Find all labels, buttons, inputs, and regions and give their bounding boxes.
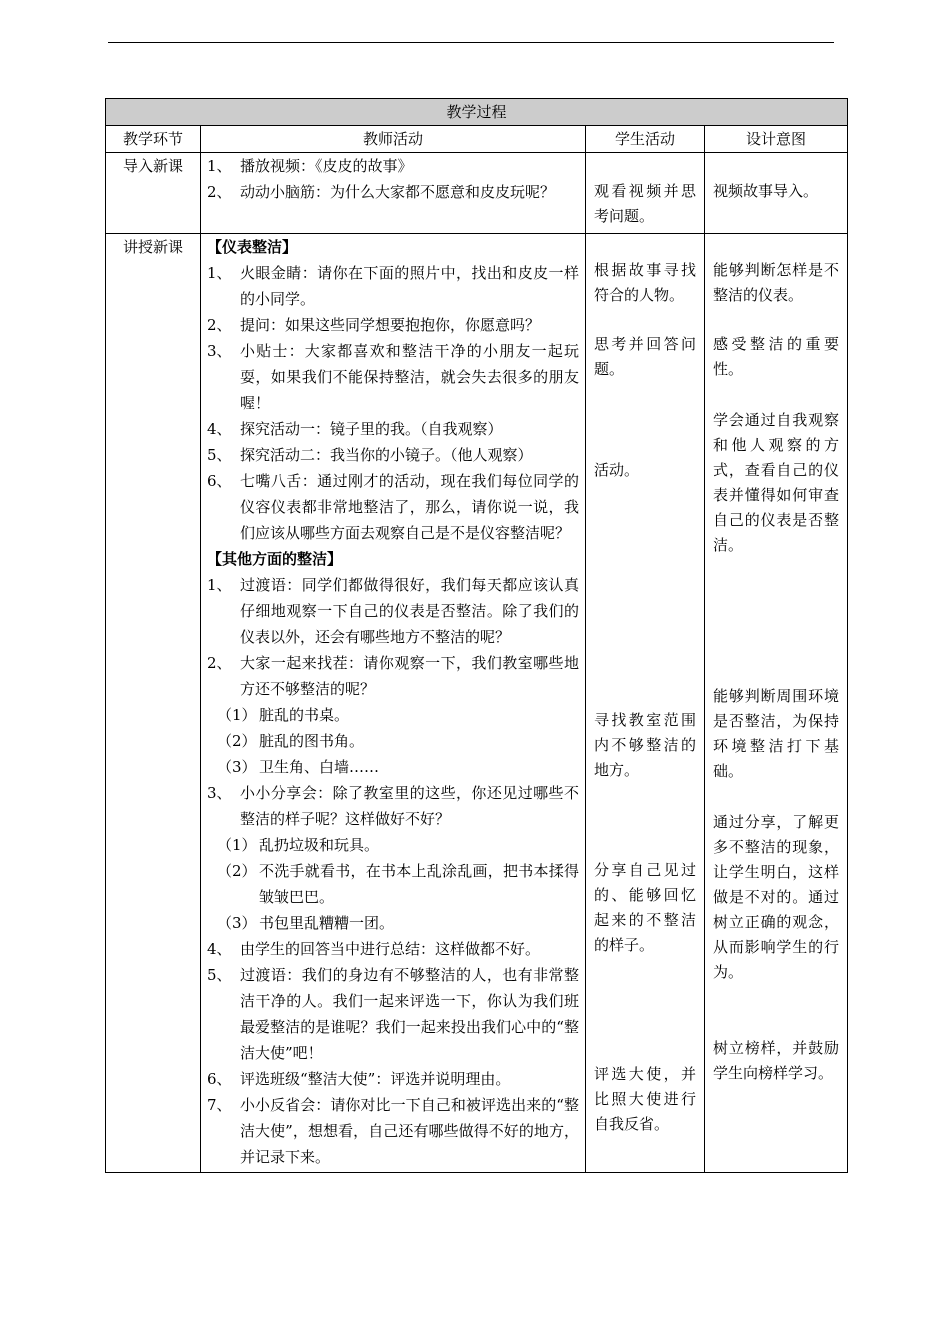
design-note: 感受整洁的重要性。: [713, 335, 840, 378]
list-item: 4、 探究活动一：镜子里的我。（自我观察）: [207, 420, 503, 438]
student-activity-intro: 观看视频并思考问题。: [586, 153, 705, 234]
section-heading-other: 【其他方面的整洁】: [207, 550, 343, 568]
list-item: 7、 小小反省会：请你对比一下自己和被评选出来的“整洁大使”，想想看，自己还有哪些做得不好的地方，并记录下来。: [207, 1096, 579, 1166]
table-row-intro: [106, 153, 848, 234]
design-note: 能够判断周围环境是否整洁，为保持环境整洁打下基础。: [713, 687, 840, 780]
table-title: 教学过程: [106, 99, 848, 126]
sub-item: （3） 卫生角、白墙……: [217, 758, 380, 776]
student-note: 思考并回答问题。: [594, 335, 696, 378]
student-note: 评选大使，并比照大使进行自我反省。: [594, 1065, 696, 1133]
list-item: 2、 提问：如果这些同学想要抱抱你，你愿意吗？: [207, 316, 541, 334]
stage-main: 讲授新课: [106, 234, 201, 1173]
sub-item: （2） 脏乱的图书角。: [217, 732, 365, 750]
sub-item: （1） 乱扔垃圾和玩具。: [217, 836, 380, 854]
header-student: 学生活动: [586, 126, 705, 153]
list-item: 3、 小贴士：大家都喜欢和整洁干净的小朋友一起玩耍，如果我们不能保持整洁，就会失去很多的朋友喔！: [207, 342, 579, 412]
list-item: 6、 七嘴八舌：通过刚才的活动，现在我们每位同学的仪容仪表都非常地整洁了，那么，请你说一说，我们应该从哪些方面去观察自己是不是仪容整洁呢？: [207, 472, 579, 542]
header-stage: 教学环节: [106, 126, 201, 153]
table-row-main: [106, 234, 848, 1173]
student-note: 活动。: [594, 461, 640, 479]
design-note: 学会通过自我观察和他人观察的方式，查看自己的仪表并懂得如何审查自己的仪表是否整洁。: [713, 411, 840, 554]
list-item: 3、 小小分享会：除了教室里的这些，你还见过哪些不整洁的样子呢？这样做好不好？: [207, 784, 579, 828]
design-intent-intro: 视频故事导入。: [705, 153, 848, 234]
list-item: 6、 评选班级“整洁大使”：评选并说明理由。: [207, 1070, 511, 1088]
design-intent-main: [705, 234, 848, 1173]
sub-item: （2） 不洗手就看书，在书本上乱涂乱画，把书本揉得皱皱巴巴。: [217, 862, 579, 906]
header-rule: [108, 42, 834, 43]
teaching-process-table: [105, 98, 848, 1173]
stage-intro: 导入新课: [106, 153, 201, 234]
design-note: 能够判断怎样是不整洁的仪表。: [713, 261, 840, 304]
section-heading-appearance: 【仪表整洁】: [207, 238, 298, 256]
list-item: 2、 动动小脑筋：为什么大家都不愿意和皮皮玩呢？: [207, 183, 556, 201]
sub-item: （1） 脏乱的书桌。: [217, 706, 350, 724]
list-item: 5、 过渡语：我们的身边有不够整洁的人，也有非常整洁干净的人。我们一起来评选一下，你认为我们班最爱整洁的是谁呢？我们一起来投出我们心中的“整洁大使”吧！: [207, 966, 579, 1062]
list-item: 1、 播放视频：《皮皮的故事》: [207, 157, 413, 175]
list-item: 4、 由学生的回答当中进行总结：这样做都不好。: [207, 940, 541, 958]
list-item: 2、 大家一起来找茬：请你观察一下，我们教室哪些地方还不够整洁的呢？: [207, 654, 579, 698]
list-item: 1、 火眼金睛：请你在下面的照片中，找出和皮皮一样的小同学。: [207, 264, 579, 308]
design-note: 通过分享，了解更多不整洁的现象，让学生明白，这样做是不对的。通过树立正确的观念，从而影响学生的行为。: [713, 813, 840, 981]
teacher-activity-main: [201, 234, 586, 1173]
student-note: 寻找教室范围内不够整洁的地方。: [594, 711, 696, 779]
teacher-activity-intro: [201, 153, 586, 234]
header-teacher: 教师活动: [201, 126, 586, 153]
header-design: 设计意图: [705, 126, 848, 153]
list-item: 1、 过渡语：同学们都做得很好，我们每天都应该认真仔细地观察一下自己的仪表是否整洁。除了我们的仪表以外，还会有哪些地方不整洁的呢？: [207, 576, 579, 646]
design-note: 树立榜样，并鼓励学生向榜样学习。: [713, 1039, 840, 1082]
student-activity-main: [586, 234, 705, 1173]
sub-item: （3） 书包里乱糟糟一团。: [217, 914, 395, 932]
list-item: 5、 探究活动二：我当你的小镜子。（他人观察）: [207, 446, 533, 464]
student-note: 根据故事寻找符合的人物。: [594, 261, 696, 304]
student-note: 分享自己见过的、能够回忆起来的不整洁的样子。: [594, 861, 696, 954]
